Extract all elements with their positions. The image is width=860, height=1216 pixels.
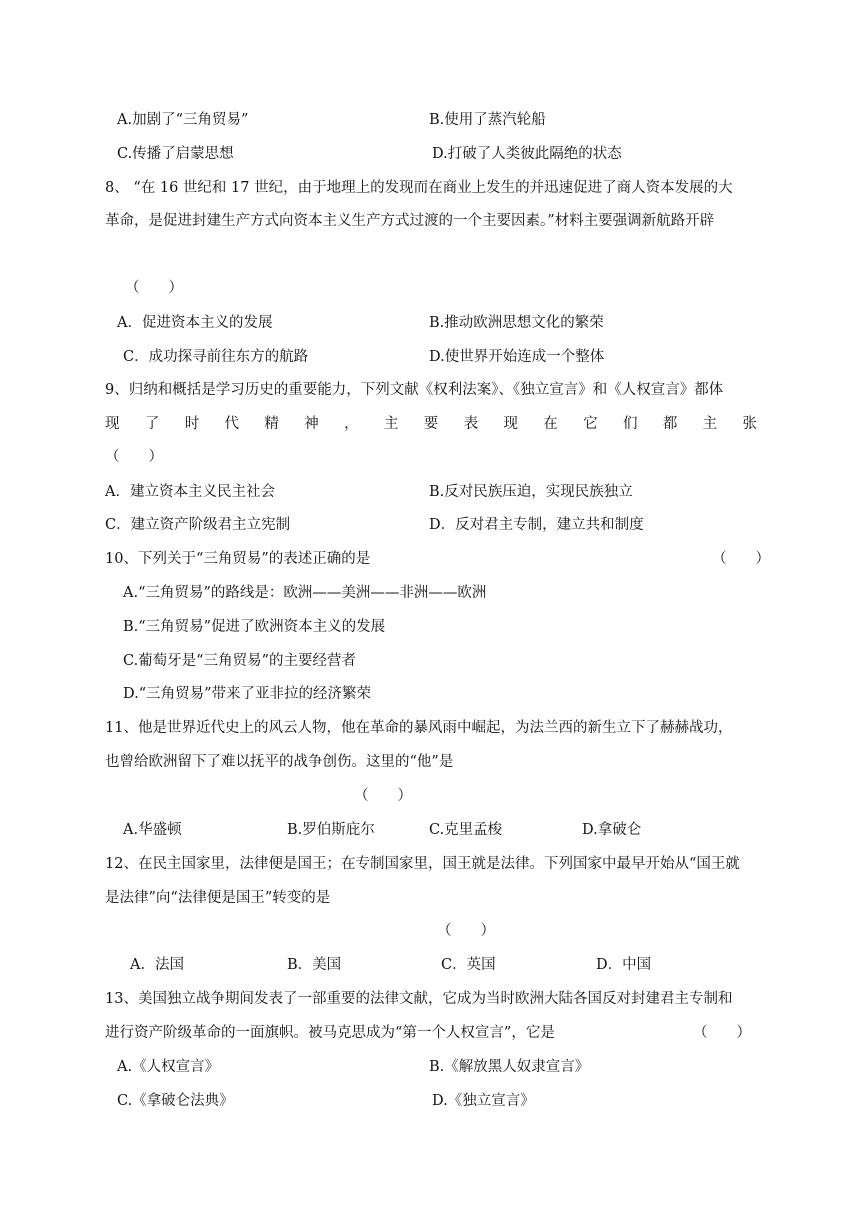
q12-option-a: A．法国: [130, 957, 184, 973]
q11-option-c: C.克里孟梭: [429, 822, 503, 838]
q8-answer-paren: （ ）: [125, 280, 183, 296]
q9-char: 主: [383, 416, 399, 432]
q10-option-a: A.“三角贸易”的路线是：欧洲——美洲——非洲——欧洲: [123, 585, 487, 601]
q10-answer-paren: （ ）: [712, 551, 770, 567]
q9-option-d: D．反对君主专制，建立共和制度: [429, 517, 644, 533]
q11-option-b: B.罗伯斯庇尔: [287, 822, 375, 838]
q12-answer-paren: （ ）: [437, 923, 495, 939]
q9-option-b: B.反对民族压迫，实现民族独立: [429, 484, 633, 500]
q8-option-c: C．成功探寻前往东方的航路: [123, 349, 309, 365]
q13-option-d: D.《独立宣言》: [432, 1093, 535, 1109]
q8-stem-line2: 革命，是促进封建生产方式向资本主义生产方式过渡的一个主要因素。”材料主要强调新航路开辟: [105, 213, 715, 229]
q13-stem-line1: 13、美国独立战争期间发表了一部重要的法律文献，它成为当时欧洲大陆各国反对封建君主专制和: [105, 991, 733, 1007]
q7-option-c: C.传播了启蒙思想: [117, 146, 234, 162]
q12-stem-line1: 12、在民主国家里，法律便是国王；在专制国家里，国王就是法律。下列国家中最早开始从“国王就: [105, 856, 740, 872]
q11-stem-line2: 也曾给欧洲留下了难以抚平的战争创伤。这里的“他”是: [105, 754, 454, 770]
q11-option-d: D.拿破仑: [582, 822, 642, 838]
q9-char: 主: [702, 416, 718, 432]
q12-option-b: B．美国: [287, 957, 342, 973]
q13-stem-line2: 进行资产阶级革命的一面旗帜。被马克思成为“第一个人权宣言”，它是: [105, 1025, 555, 1041]
q9-char: 要: [423, 416, 439, 432]
q13-option-a: A.《人权宣言》: [117, 1059, 220, 1075]
q10-option-b: B.“三角贸易”促进了欧洲资本主义的发展: [123, 619, 386, 635]
q12-option-d: D．中国: [596, 957, 652, 973]
q9-char: 们: [622, 416, 638, 432]
q11-stem-line1: 11、他是世界近代史上的风云人物，他在革命的暴风雨中崛起，为法兰西的新生立下了赫赫战功，: [105, 720, 733, 736]
q7-option-b: B.使用了蒸汽轮船: [429, 112, 546, 128]
q9-char: ，: [344, 416, 359, 432]
q10-option-d: D.“三角贸易”带来了亚非拉的经济繁荣: [123, 686, 372, 702]
q9-stem-line2: [105, 414, 757, 434]
q7-option-d: D.打破了人类彼此隔绝的状态: [432, 146, 622, 162]
q13-option-b: B.《解放黑人奴隶宣言》: [429, 1059, 590, 1075]
q9-char: 在: [543, 416, 558, 432]
q9-answer-paren: （ ）: [105, 449, 163, 465]
q9-char: 神: [304, 416, 319, 432]
q11-option-a: A.华盛顿: [123, 822, 182, 838]
q9-stem-line1: 9、归纳和概括是学习历史的重要能力，下列文献《权利法案》、《独立宣言》和《人权宣言》都体: [105, 382, 724, 398]
q10-option-c: C.葡萄牙是“三角贸易”的主要经营者: [123, 653, 357, 669]
q9-char: 精: [264, 416, 279, 432]
q13-answer-paren: （ ）: [693, 1025, 751, 1041]
q9-option-c: C．建立资产阶级君主立宪制: [105, 517, 291, 533]
q8-option-b: B.推动欧洲思想文化的繁荣: [429, 315, 604, 331]
q9-char: 表: [463, 416, 479, 432]
q12-stem-line2: 是法律”向“法律便是国王”转变的是: [105, 890, 331, 906]
q9-char: 时: [184, 416, 200, 432]
q10-stem: 10、下列关于“三角贸易”的表述正确的是: [105, 551, 371, 567]
q9-char: 代: [224, 416, 240, 432]
q8-option-d: D.使世界开始连成一个整体: [429, 349, 605, 365]
q9-char: 都: [662, 416, 678, 432]
q9-char: 了: [144, 416, 160, 432]
q9-option-a: A．建立资本主义民主社会: [105, 484, 275, 500]
q12-option-c: C．英国: [441, 957, 496, 973]
q9-char: 张: [742, 416, 757, 432]
q13-option-c: C.《拿破仑法典》: [117, 1093, 234, 1109]
q8-option-a: A．促进资本主义的发展: [117, 315, 273, 331]
q8-stem-line1: 8、 “在 16 世纪和 17 世纪，由于地理上的发现而在商业上发生的并迅速促进了商人资本发展的大: [105, 180, 733, 196]
q9-char: 现: [503, 416, 518, 432]
q9-char: 现: [105, 416, 120, 432]
q7-option-a: A.加剧了“三角贸易”: [117, 112, 249, 128]
q9-char: 它: [583, 416, 598, 432]
q11-answer-paren: （ ）: [354, 788, 412, 804]
